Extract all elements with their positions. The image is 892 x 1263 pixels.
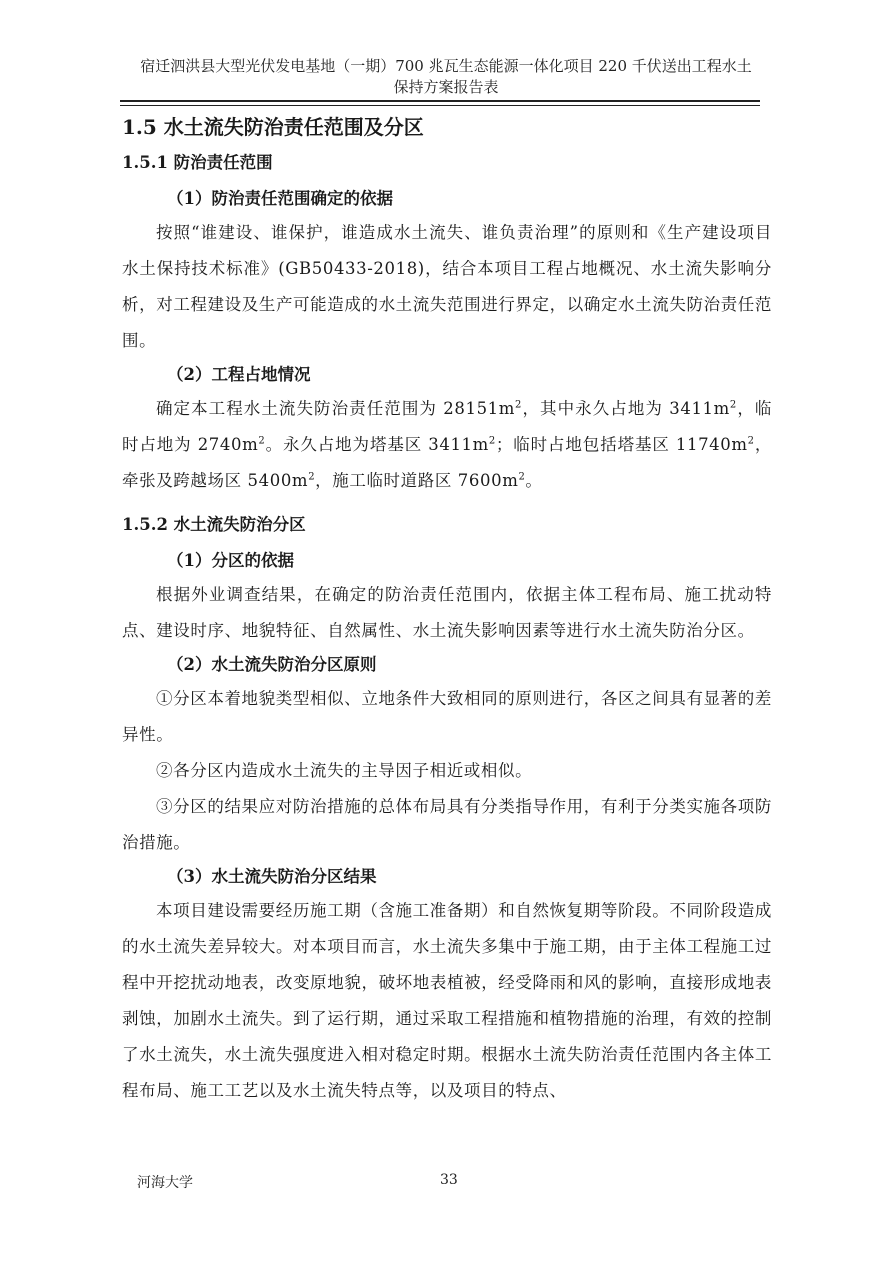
land-text-5: ；临时占地包括塔基区 11740m (495, 435, 748, 454)
land-text-3: ，临时占地为 2740m (122, 399, 772, 454)
section-title: 1.5 水土流失防治责任范围及分区 (122, 115, 424, 139)
page-body (122, 112, 772, 1109)
heading-zoning-principles: （2）水土流失防治分区原则 (167, 655, 377, 674)
principle-1: ①分区本着地貌类型相似、立地条件大致相同的原则进行，各区之间具有显著的差异性。 (122, 689, 772, 744)
land-text-6: ，牵张及跨越场区 5400m (122, 435, 772, 490)
land-text-8: 。 (525, 471, 543, 490)
heading-responsibility-basis: （1）防治责任范围确定的依据 (167, 189, 393, 208)
paragraph-zoning-basis: 根据外业调查结果，在确定的防治责任范围内，依据主体工程布局、施工扰动特点、建设时序、地貌特征、自然属性、水土流失影响因素等进行水土流失防治分区。 (122, 585, 772, 640)
land-text-1: 确定本工程水土流失防治责任范围为 28151m (156, 399, 516, 418)
header-line-2: 保持方案报告表 (393, 78, 499, 96)
unit-superscript: 2 (747, 435, 755, 447)
header-rule-thick (120, 100, 760, 102)
subsection-title-1-5-2: 1.5.2 水土流失防治分区 (122, 515, 306, 534)
unit-superscript: 2 (518, 471, 526, 483)
land-text-4: 。永久占地为塔基区 3411m (265, 435, 489, 454)
heading-zoning-basis: （1）分区的依据 (167, 551, 294, 570)
land-text-7: ，施工临时道路区 7600m (315, 471, 519, 490)
header-rule-thin (120, 105, 760, 106)
principle-2: ②各分区内造成水土流失的主导因子相近或相似。 (156, 761, 533, 780)
land-text-2: ，其中永久占地为 3411m (522, 399, 730, 418)
paragraph-zoning-results: 本项目建设需要经历施工期（含施工准备期）和自然恢复期等阶段。不同阶段造成的水土流失差异较大。对本项目而言，水土流失多集中于施工期，由于主体工程施工过程中开挖扰动地表，改变原地貌，破坏地表植被，经受降雨和风的影响，直接形成地表剥蚀，加剧水土流失。到了运行期，通过采取工程措施和植物措施的治理，有效的控制了水土流失，水土流失强度进入相对稳定时期。根据水土流失防治责任范围内各主体工程布局、施工工艺以及水土流失特点等，以及项目的特点、 (122, 901, 772, 1100)
heading-land-occupation: （2）工程占地情况 (167, 365, 311, 384)
principle-3: ③分区的结果应对防治措施的总体布局具有分类指导作用，有利于分类实施各项防治措施。 (122, 797, 772, 852)
header-line-1: 宿迁泗洪县大型光伏发电基地（一期）700 兆瓦生态能源一体化项目 220 千伏送出工程水土 (140, 57, 752, 75)
unit-superscript: 2 (488, 435, 496, 447)
page-number: 33 (440, 1172, 458, 1188)
footer-organization: 河海大学 (137, 1175, 193, 1191)
page-header (120, 56, 772, 98)
subsection-title-1-5-1: 1.5.1 防治责任范围 (122, 153, 273, 172)
paragraph-responsibility-basis: 按照“谁建设、谁保护，谁造成水土流失、谁负责治理”的原则和《生产建设项目水土保持技术标准》(GB50433-2018)，结合本项目工程占地概况、水土流失影响分析，对工程建设及生产可能造成的水土流失范围进行界定，以确定水土流失防治责任范围。 (122, 223, 772, 350)
unit-superscript: 2 (515, 399, 522, 411)
heading-zoning-results: （3）水土流失防治分区结果 (167, 867, 377, 886)
unit-superscript: 2 (729, 399, 737, 411)
paragraph-land-occupation (122, 391, 772, 499)
unit-superscript: 2 (258, 435, 266, 447)
unit-superscript: 2 (308, 471, 316, 483)
